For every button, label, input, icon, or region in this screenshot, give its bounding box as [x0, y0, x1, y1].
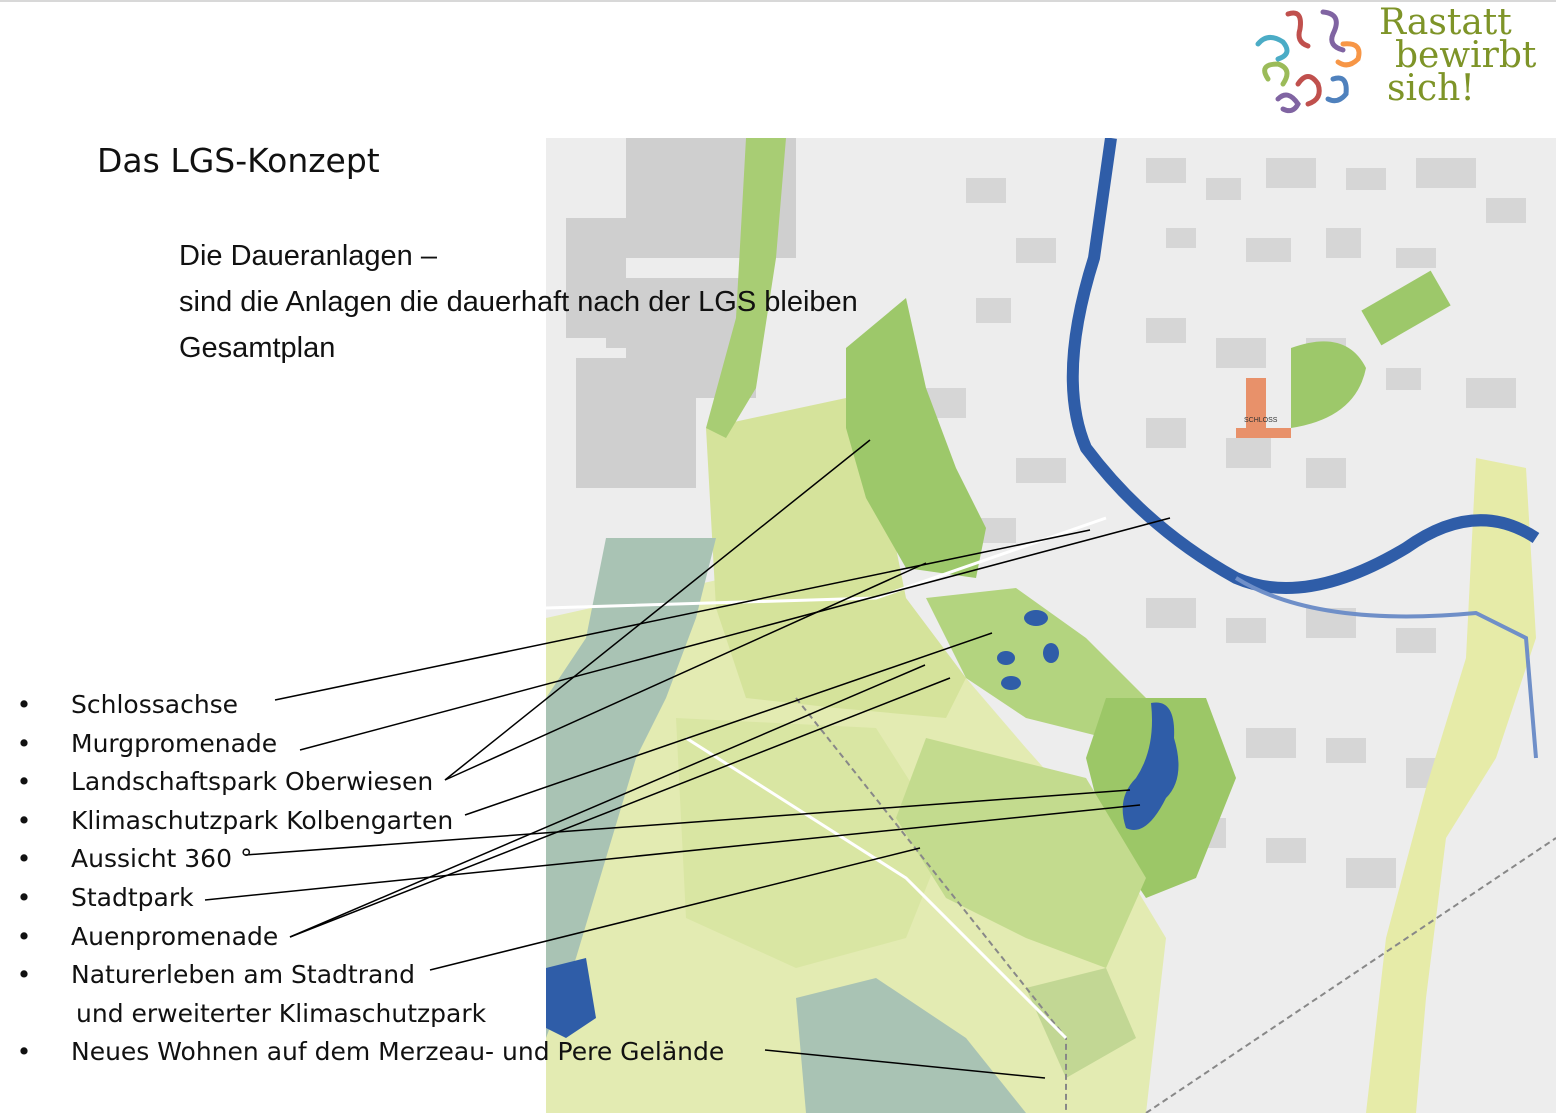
legend-item: [14, 1033, 724, 1072]
legend-item: [14, 956, 724, 995]
bullet-icon: •: [16, 882, 32, 912]
legend-item: [14, 763, 724, 802]
legend-label: Murgpromenade: [71, 728, 278, 758]
legend-label: Neues Wohnen auf dem Merzeau- und Pere Gelände: [71, 1037, 725, 1067]
logo-emblem-icon: [1248, 4, 1373, 116]
legend-item: [14, 879, 724, 918]
subtitle-line-3: Gesamtplan: [179, 332, 336, 364]
legend-item: [14, 802, 724, 841]
bullet-icon: •: [16, 921, 32, 951]
legend-item: [14, 725, 724, 764]
subtitle-line-1: Die Daueranlagen –: [179, 240, 437, 272]
logo-line-1: Rastatt: [1379, 2, 1512, 43]
bullet-icon: •: [16, 960, 32, 990]
bullet-icon: •: [16, 844, 32, 874]
legend-label: Landschaftspark Oberwiesen: [71, 767, 434, 797]
legend-item: [14, 840, 724, 879]
legend-item-continuation: [14, 995, 724, 1034]
bullet-icon: •: [16, 690, 32, 719]
legend-item: [14, 686, 724, 725]
bullet-icon: •: [16, 767, 32, 797]
legend-label: Auenpromenade: [71, 921, 279, 951]
legend-label: Klimaschutzpark Kolbengarten: [71, 805, 454, 835]
legend-label: Schlossachse: [71, 690, 239, 719]
bullet-icon: •: [16, 728, 32, 758]
bullet-icon: •: [16, 805, 32, 835]
legend-label: Naturerleben am Stadtrand: [71, 960, 416, 990]
slide-title: Das LGS-Konzept: [97, 141, 380, 180]
rastatt-logo: [1248, 4, 1556, 122]
top-border: [0, 0, 1556, 2]
schloss-label: SCHLOSS: [1244, 417, 1278, 424]
legend-label: und erweiterter Klimaschutzpark: [76, 998, 487, 1028]
logo-line-3: sich!: [1387, 68, 1475, 109]
legend-item: [14, 918, 724, 957]
legend-label: Aussicht 360 °: [71, 844, 253, 874]
legend-label: Stadtpark: [71, 882, 194, 912]
subtitle-line-2: sind die Anlagen die dauerhaft nach der LGS bleiben: [179, 286, 858, 318]
logo-line-2: bewirbt: [1395, 35, 1537, 76]
legend-list: [14, 686, 724, 1072]
logo-text: [1379, 2, 1537, 109]
bullet-icon: •: [16, 1037, 32, 1067]
